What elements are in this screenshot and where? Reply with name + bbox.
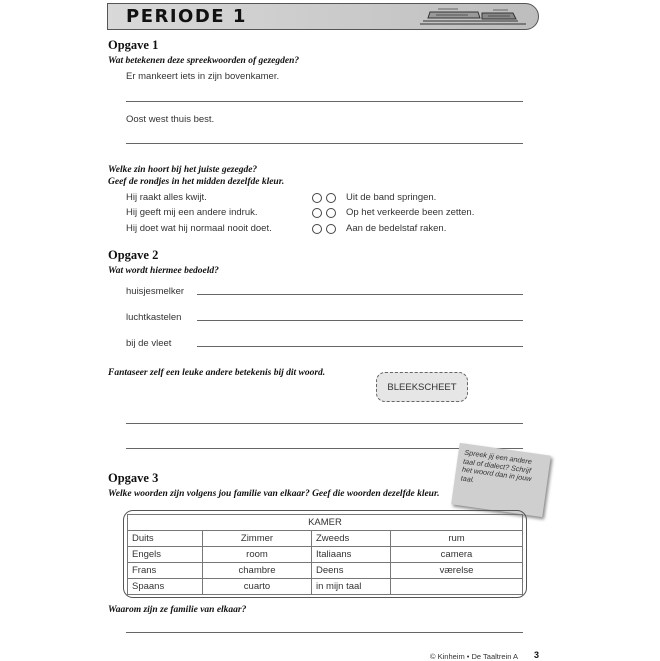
color-circle[interactable] xyxy=(326,208,336,218)
opgave3-question: Welke woorden zijn volgens jou familie van elkaar? Geef die woorden dezelfde kleur. xyxy=(108,489,440,499)
fantasy-question: Fantaseer zelf een leuke andere betekenis bij dit woord. xyxy=(108,368,326,378)
language-cell: Italiaans xyxy=(312,547,391,563)
language-cell: Engels xyxy=(128,547,203,563)
period-banner xyxy=(107,3,539,30)
word-cell[interactable]: camera xyxy=(391,547,523,563)
word-cell[interactable]: chambre xyxy=(203,563,312,579)
answer-line[interactable] xyxy=(126,143,523,144)
word-badge xyxy=(376,372,468,402)
answer-line[interactable] xyxy=(197,346,523,347)
table-row xyxy=(128,563,523,579)
saying-1: Er mankeert iets in zijn bovenkamer. xyxy=(126,71,280,82)
train-icon xyxy=(418,7,528,27)
answer-line[interactable] xyxy=(126,423,523,424)
word-cell[interactable] xyxy=(391,579,523,595)
word-cell[interactable]: cuarto xyxy=(203,579,312,595)
word-table xyxy=(127,514,523,595)
answer-line[interactable] xyxy=(126,101,523,102)
match-left-item: Hij raakt alles kwijt. xyxy=(126,192,207,203)
word-cell[interactable]: værelse xyxy=(391,563,523,579)
color-circle[interactable] xyxy=(312,193,322,203)
period-title: PERIODE 1 xyxy=(126,6,247,27)
match-left-item: Hij geeft mij een andere indruk. xyxy=(126,207,258,218)
color-circle[interactable] xyxy=(326,193,336,203)
language-cell: Deens xyxy=(312,563,391,579)
table-row xyxy=(128,531,523,547)
term-label: bij de vleet xyxy=(126,338,172,349)
language-note: Spreek jij een andere taal of dialect? Schrijf het woord dan in jouw taal. xyxy=(451,443,551,517)
opgave1-question: Wat betekenen deze spreekwoorden of gezegden? xyxy=(108,56,300,66)
table-row xyxy=(128,579,523,595)
page-number: 3 xyxy=(534,650,540,660)
language-cell: Spaans xyxy=(128,579,203,595)
term-label: luchtkastelen xyxy=(126,312,182,323)
saying-2: Oost west thuis best. xyxy=(126,114,215,125)
table-title: KAMER xyxy=(128,515,523,531)
match-question-line1: Welke zin hoort bij het juiste gezegde? xyxy=(108,165,258,175)
answer-line[interactable] xyxy=(126,632,523,633)
color-circle[interactable] xyxy=(312,208,322,218)
word-cell[interactable]: rum xyxy=(391,531,523,547)
opgave2-question: Wat wordt hiermee bedoeld? xyxy=(108,266,219,276)
language-cell: Zweeds xyxy=(312,531,391,547)
table-row xyxy=(128,547,523,563)
opgave1-title: Opgave 1 xyxy=(108,38,159,52)
match-right-item: Uit de band springen. xyxy=(346,192,437,203)
match-right-item: Op het verkeerde been zetten. xyxy=(346,207,475,218)
opgave2-title: Opgave 2 xyxy=(108,248,159,262)
language-cell: Duits xyxy=(128,531,203,547)
footer-credit: © Kinheim • De Taaltrein A xyxy=(430,652,519,661)
color-circle[interactable] xyxy=(312,224,322,234)
answer-line[interactable] xyxy=(197,320,523,321)
match-question-line2: Geef de rondjes in het midden dezelfde kleur. xyxy=(108,177,285,187)
word-cell[interactable]: Zimmer xyxy=(203,531,312,547)
match-right-item: Aan de bedelstaf raken. xyxy=(346,223,447,234)
language-cell: in mijn taal xyxy=(312,579,391,595)
language-cell: Frans xyxy=(128,563,203,579)
opgave3-title: Opgave 3 xyxy=(108,471,159,485)
word-cell[interactable]: room xyxy=(203,547,312,563)
answer-line[interactable] xyxy=(197,294,523,295)
badge-text: BLEEKSCHEET xyxy=(387,381,457,393)
term-label: huisjesmelker xyxy=(126,286,185,297)
final-question: Waarom zijn ze familie van elkaar? xyxy=(108,605,247,615)
color-circle[interactable] xyxy=(326,224,336,234)
match-left-item: Hij doet wat hij normaal nooit doet. xyxy=(126,223,272,234)
